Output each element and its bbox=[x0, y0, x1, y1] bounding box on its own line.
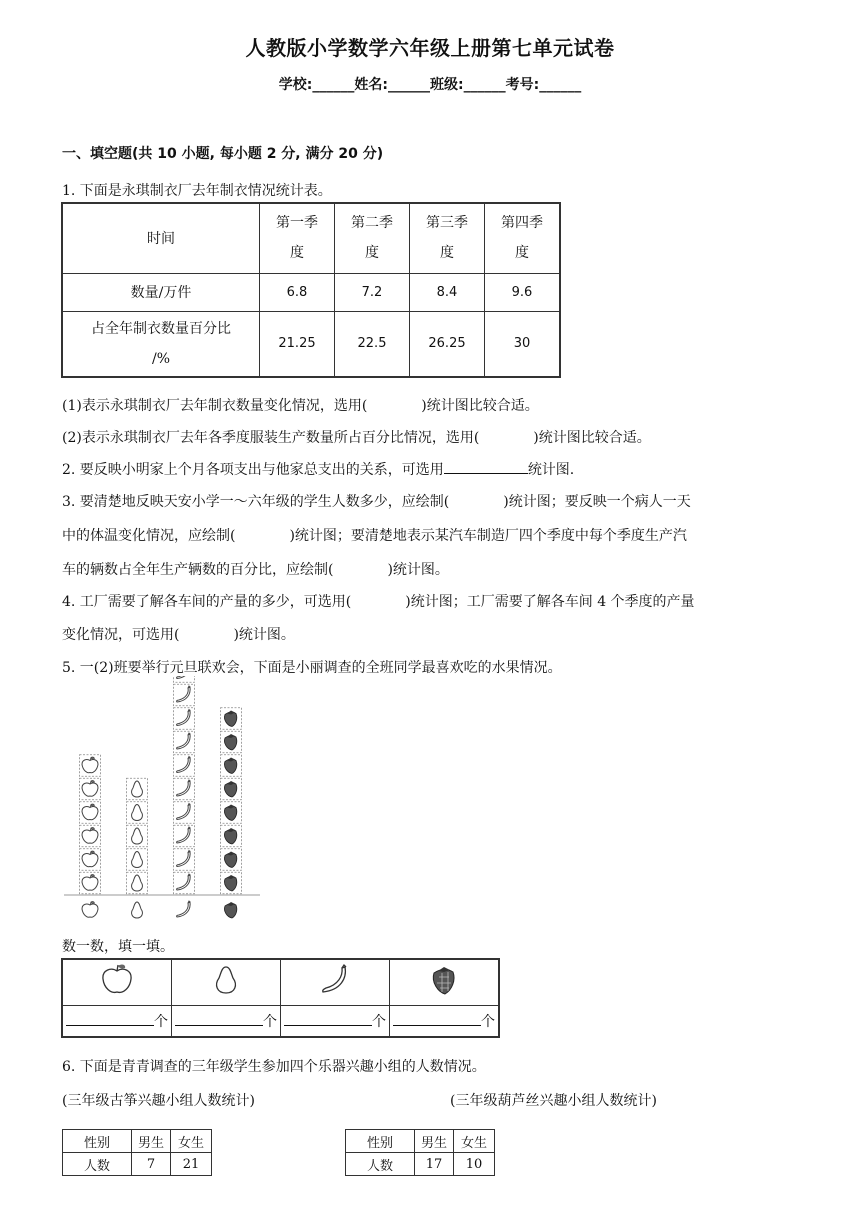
hulusi-table bbox=[345, 1129, 495, 1176]
q5-prompt: 数一数，填一填。 bbox=[62, 939, 174, 955]
strawberry-icon bbox=[224, 734, 236, 750]
table-cell: 人数 bbox=[346, 1153, 415, 1176]
fruit-count-table bbox=[61, 958, 500, 1038]
guzheng-table bbox=[62, 1129, 212, 1176]
table-cell: 10 bbox=[454, 1153, 495, 1176]
q6-caption-left: (三年级古筝兴趣小组人数统计) bbox=[62, 1093, 255, 1109]
q3-line1: 3. 要清楚地反映天安小学一～六年级的学生人数多少，应绘制( )统计图；要反映一个病人一天 bbox=[62, 494, 691, 510]
pear-icon bbox=[132, 781, 143, 797]
col-q2: 第二季 度 bbox=[335, 203, 410, 273]
banana-count: 个 bbox=[281, 1005, 390, 1037]
fruit-pictograph bbox=[62, 676, 262, 926]
table-cell: 7.2 bbox=[335, 273, 410, 311]
pear-icon bbox=[132, 875, 143, 891]
banana-cell bbox=[281, 959, 390, 1005]
pictograph-cell bbox=[174, 778, 195, 800]
pear-count: 个 bbox=[172, 1005, 281, 1037]
q3-line3: 车的辆数占全年生产辆数的百分比，应绘制( )统计图。 bbox=[62, 562, 449, 578]
table-header: 男生 bbox=[132, 1130, 171, 1153]
pictograph-cell bbox=[174, 731, 195, 753]
student-info-fields: 学校:______姓名:______班级:______考号:______ bbox=[278, 77, 582, 93]
table-cell: 26.25 bbox=[410, 311, 485, 377]
table-header: 女生 bbox=[171, 1130, 212, 1153]
banana-icon bbox=[317, 962, 353, 998]
table-header: 性别 bbox=[346, 1130, 415, 1153]
section-heading: 一、填空题(共 10 小题, 每小题 2 分, 满分 20 分) bbox=[62, 146, 384, 162]
row-percent-label: 占全年制衣数量百分比 /% bbox=[62, 311, 260, 377]
strawberry-icon bbox=[426, 962, 462, 998]
table-cell: 人数 bbox=[63, 1153, 132, 1176]
banana-icon bbox=[177, 804, 191, 820]
q6-caption-right: (三年级葫芦丝兴趣小组人数统计) bbox=[450, 1093, 657, 1109]
answer-blank[interactable] bbox=[66, 1011, 154, 1026]
banana-icon bbox=[177, 851, 191, 867]
banana-icon bbox=[177, 757, 191, 773]
banana-icon bbox=[177, 733, 191, 749]
table-header: 性别 bbox=[63, 1130, 132, 1153]
table-header: 男生 bbox=[415, 1130, 454, 1153]
pictograph-cell bbox=[174, 708, 195, 730]
strawberry-icon bbox=[224, 902, 236, 918]
col-q4: 第四季 度 bbox=[485, 203, 561, 273]
strawberry-icon bbox=[224, 875, 236, 891]
pictograph-cell bbox=[174, 755, 195, 777]
banana-icon bbox=[177, 686, 191, 702]
row-quantity-label: 数量/万件 bbox=[62, 273, 260, 311]
answer-blank[interactable] bbox=[444, 461, 528, 474]
strawberry-icon bbox=[224, 852, 236, 868]
q1-intro: 1. 下面是永琪制衣厂去年制衣情况统计表。 bbox=[62, 183, 332, 199]
table-header: 女生 bbox=[454, 1130, 495, 1153]
pear-icon bbox=[132, 902, 143, 918]
table-cell: 9.6 bbox=[485, 273, 561, 311]
q5-intro: 5. 一(2)班要举行元旦联欢会，下面是小丽调查的全班同学最喜欢吃的水果情况。 bbox=[62, 660, 562, 676]
pictograph-cell bbox=[174, 872, 195, 894]
table-cell: 6.8 bbox=[260, 273, 335, 311]
q4-line2: 变化情况，可选用( )统计图。 bbox=[62, 627, 295, 643]
apple-icon bbox=[82, 781, 98, 797]
q1-sub2: (2)表示永琪制衣厂去年各季度服装生产数量所占百分比情况，选用( )统计图比较合适。 bbox=[62, 430, 651, 446]
strawberry-cell bbox=[390, 959, 500, 1005]
q1-sub1: (1)表示永琪制衣厂去年制衣数量变化情况，选用( )统计图比较合适。 bbox=[62, 398, 539, 414]
apple-icon bbox=[82, 902, 98, 918]
answer-blank[interactable] bbox=[175, 1011, 263, 1026]
strawberry-icon bbox=[224, 781, 236, 797]
table-cell: 17 bbox=[415, 1153, 454, 1176]
col-q1: 第一季 度 bbox=[260, 203, 335, 273]
pear-icon bbox=[208, 962, 244, 998]
q2-text: 2. 要反映小明家上个月各项支出与他家总支出的关系，可选用 统计图. bbox=[62, 462, 575, 478]
table-cell: 21.25 bbox=[260, 311, 335, 377]
apple-count: 个 bbox=[62, 1005, 172, 1037]
q4-line1: 4. 工厂需要了解各车间的产量的多少，可选用( )统计图；工厂需要了解各车间 4 个季度的产量 bbox=[62, 594, 695, 610]
table-cell: 30 bbox=[485, 311, 561, 377]
banana-icon bbox=[177, 780, 191, 796]
pear-column bbox=[127, 778, 148, 894]
strawberry-count: 个 bbox=[390, 1005, 500, 1037]
apple-icon bbox=[82, 828, 98, 844]
banana-icon bbox=[177, 676, 191, 679]
table-cell: 8.4 bbox=[410, 273, 485, 311]
strawberry-icon bbox=[224, 758, 236, 774]
strawberry-icon bbox=[224, 805, 236, 821]
answer-blank[interactable] bbox=[393, 1011, 481, 1026]
table-corner: 时间 bbox=[62, 203, 260, 273]
pictograph-cell bbox=[174, 684, 195, 706]
production-table bbox=[61, 202, 561, 378]
pictograph-cell bbox=[174, 802, 195, 824]
table-cell: 7 bbox=[132, 1153, 171, 1176]
strawberry-column bbox=[221, 708, 242, 894]
apple-icon bbox=[82, 757, 98, 773]
pear-cell bbox=[172, 959, 281, 1005]
apple-icon bbox=[82, 804, 98, 820]
page-title: 人教版小学数学六年级上册第七单元试卷 bbox=[245, 36, 615, 60]
pear-icon bbox=[132, 828, 143, 844]
banana-column bbox=[174, 676, 195, 894]
apple-cell bbox=[62, 959, 172, 1005]
apple-icon bbox=[82, 851, 98, 867]
pear-icon bbox=[132, 805, 143, 821]
apple-icon bbox=[82, 875, 98, 891]
table-cell: 21 bbox=[171, 1153, 212, 1176]
banana-icon bbox=[177, 874, 191, 890]
banana-icon bbox=[177, 901, 191, 917]
pictograph-cell bbox=[174, 825, 195, 847]
pictograph-cell bbox=[174, 849, 195, 871]
col-q3: 第三季 度 bbox=[410, 203, 485, 273]
apple-column bbox=[80, 755, 101, 894]
q3-line2: 中的体温变化情况，应绘制( )统计图；要清楚地表示某汽车制造厂四个季度中每个季度生产汽 bbox=[62, 528, 687, 544]
pear-icon bbox=[132, 852, 143, 868]
answer-blank[interactable] bbox=[284, 1011, 372, 1026]
q6-intro: 6. 下面是青青调查的三年级学生参加四个乐器兴趣小组的人数情况。 bbox=[62, 1059, 486, 1075]
banana-icon bbox=[177, 710, 191, 726]
table-cell: 22.5 bbox=[335, 311, 410, 377]
strawberry-icon bbox=[224, 711, 236, 727]
banana-icon bbox=[177, 827, 191, 843]
strawberry-icon bbox=[224, 828, 236, 844]
apple-icon bbox=[99, 962, 135, 998]
